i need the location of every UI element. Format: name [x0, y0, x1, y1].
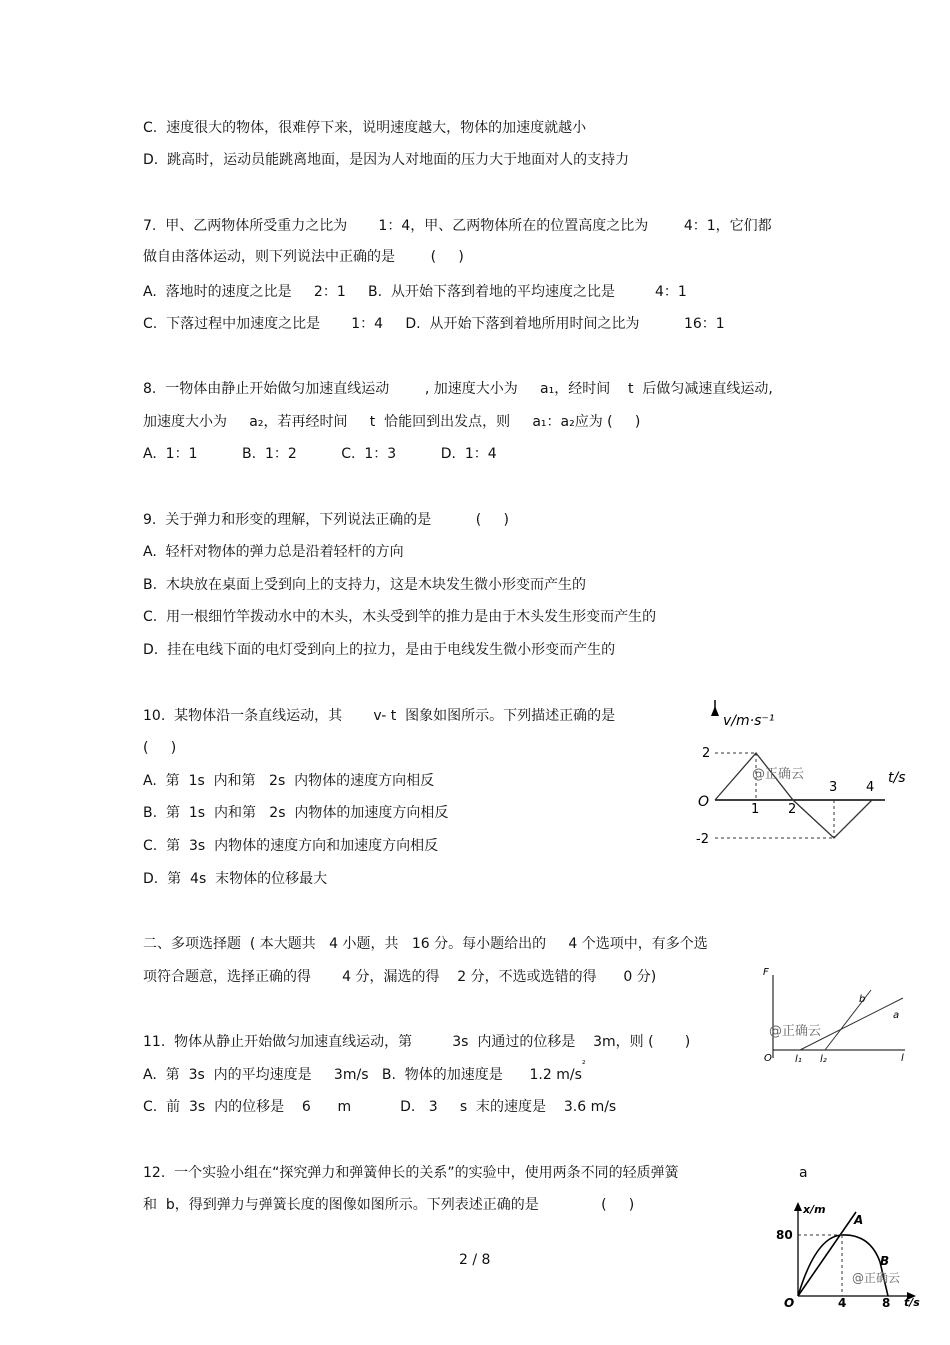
xt-x-tick-8: 8	[882, 1296, 891, 1310]
question-12-spring-a: a	[799, 1165, 808, 1181]
spring-label-a: a	[893, 1010, 900, 1021]
superscript-2: ²	[582, 1060, 586, 1070]
xt-label-b: B	[880, 1254, 890, 1268]
question-11-options-cd: C. 前 3s 内的位移是 6 m D. 3 s 末的速度是 3.6 m/s	[143, 1099, 617, 1115]
question-9-option-c: C. 用一根细竹竿拨动水中的木头，木头受到竿的推力是由于木头发生形变而产生的	[143, 609, 657, 625]
question-9-option-b: B. 木块放在桌面上受到向上的支持力，这是木块发生微小形变而产生的	[143, 577, 586, 593]
question-7-line-2: 做自由落体运动，则下列说法中正确的是 ( )	[143, 249, 464, 265]
question-11-options-ab: A. 第 3s 内的平均速度是 3m/s B. 物体的加速度是 1.2 m/s	[143, 1067, 582, 1083]
xt-watermark: @正确云	[852, 1271, 901, 1285]
vt-velocity-line	[715, 753, 875, 838]
xt-label-a: A	[854, 1213, 864, 1227]
vt-y-tick-2: 2	[702, 746, 711, 761]
xt-origin-label: O	[784, 1296, 795, 1310]
vt-x-tick-4: 4	[866, 780, 875, 795]
question-10-paren: ( )	[143, 740, 177, 756]
xt-y-tick-80: 80	[776, 1228, 793, 1242]
vt-x-tick-1: 1	[751, 802, 760, 817]
question-9-stem: 9. 关于弹力和形变的理解，下列说法正确的是 ( )	[143, 512, 509, 528]
vt-x-axis-label: t/s	[888, 770, 906, 786]
vt-origin-label: O	[698, 794, 710, 810]
question-9-option-a: A. 轻杆对物体的弹力总是沿着轻杆的方向	[143, 544, 404, 560]
question-9-option-d: D. 挂在电线下面的电灯受到向上的拉力，是由于电线发生微小形变而产生的	[143, 642, 616, 658]
question-10-option-c: C. 第 3s 内物体的速度方向和加速度方向相反	[143, 838, 439, 854]
spring-x-tick-l1: l₁	[795, 1054, 802, 1065]
spring-watermark: @正确云	[769, 1024, 822, 1039]
spring-y-axis-label: F	[763, 967, 769, 978]
vt-y-arrow	[711, 706, 719, 716]
section-2-heading-line-1: 二、多项选择题 ( 本大题共 4 小题，共 16 分。每小题给出的 4 个选项中，有多个选	[143, 936, 708, 952]
xt-y-axis-label: x/m	[803, 1203, 826, 1216]
option-6d: D. 跳高时，运动员能跳离地面，是因为人对地面的压力大于地面对人的支持力	[143, 152, 630, 168]
vt-graph-figure	[690, 700, 920, 870]
vt-y-tick-neg2: -2	[696, 832, 709, 847]
question-12-line-1: 12. 一个实验小组在“探究弹力和弹簧伸长的关系”的实验中，使用两条不同的轻质弹簧	[143, 1165, 679, 1181]
question-8-options: A. 1：1 B. 1：2 C. 1：3 D. 1：4	[143, 446, 497, 462]
xt-graph-figure	[770, 1198, 930, 1310]
question-10-option-a: A. 第 1s 内和第 2s 内物体的速度方向相反	[143, 773, 435, 789]
section-2-heading-line-2: 项符合题意，选择正确的得 4 分，漏选的得 2 分，不选或选错的得 0 分)	[143, 969, 657, 985]
xt-line-a	[798, 1212, 856, 1296]
xt-curve-b	[798, 1235, 888, 1296]
vt-x-tick-3: 3	[829, 780, 838, 795]
question-7-options-cd: C. 下落过程中加速度之比是 1：4 D. 从开始下落到着地所用时间之比为 16：1	[143, 316, 725, 332]
xt-x-axis-label: t/s	[904, 1296, 920, 1309]
question-10-option-b: B. 第 1s 内和第 2s 内物体的加速度方向相反	[143, 805, 449, 821]
vt-x-tick-2: 2	[788, 802, 797, 817]
question-12-line-2: 和 b，得到弹力与弹簧长度的图像如图所示。下列表述正确的是 ( )	[143, 1197, 635, 1213]
vt-y-axis-label: v/m·s⁻¹	[723, 713, 775, 729]
question-7-line-1: 7. 甲、乙两物体所受重力之比为 1：4，甲、乙两物体所在的位置高度之比为 4：1，它们都	[143, 218, 772, 234]
question-7-options-ab: A. 落地时的速度之比是 2：1 B. 从开始下落到着地的平均速度之比是 4：1	[143, 284, 687, 300]
spring-x-tick-l2: l₂	[820, 1054, 827, 1065]
spring-origin-label: O	[764, 1053, 772, 1064]
question-8-line-1: 8. 一物体由静止开始做匀加速直线运动 , 加速度大小为 a₁，经时间 t 后做匀减速直线运动,	[143, 381, 773, 397]
question-11-stem: 11. 物体从静止开始做匀加速直线运动，第 3s 内通过的位移是 3m，则 ( )	[143, 1034, 691, 1050]
question-8-line-2: 加速度大小为 a₂，若再经时间 t 恰能回到出发点，则 a₁：a₂应为 ( )	[143, 414, 641, 430]
spring-x-axis-label: l	[901, 1053, 904, 1064]
xt-x-tick-4: 4	[838, 1296, 847, 1310]
page-number: 2 / 8	[459, 1252, 491, 1268]
question-10-option-d: D. 第 4s 末物体的位移最大	[143, 871, 328, 887]
spring-label-b: b	[859, 994, 866, 1005]
vt-watermark: @正确云	[752, 767, 805, 782]
spring-graph-figure	[755, 960, 915, 1070]
question-10-stem: 10. 某物体沿一条直线运动，其 v- t 图象如图所示。下列描述正确的是	[143, 708, 616, 724]
xt-y-arrow	[794, 1202, 802, 1211]
option-6c: C. 速度很大的物体，很难停下来，说明速度越大，物体的加速度就越小	[143, 120, 587, 136]
